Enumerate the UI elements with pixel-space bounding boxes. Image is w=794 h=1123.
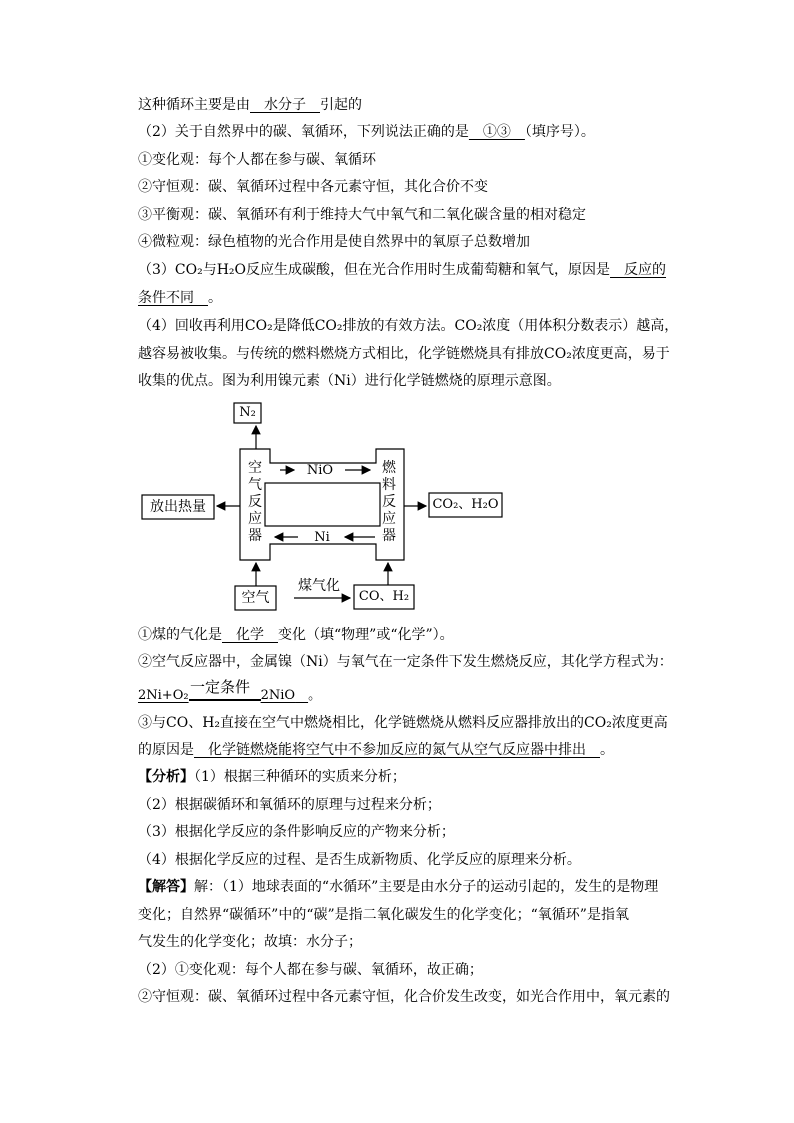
line-1 xyxy=(138,96,362,114)
line-8 xyxy=(138,289,222,307)
line-24: （2）①变化观：每个人都在参与碳、氧循环，故正确； xyxy=(138,962,483,978)
answer-blank: ①③ xyxy=(468,124,525,140)
line-12 xyxy=(138,626,454,644)
line-21 xyxy=(138,878,658,896)
answer-blank: 水分子 xyxy=(250,97,320,113)
line-5: ③平衡观：碳、氧循环有利于维持大气中氧气和二氧化碳含量的相对稳定 xyxy=(138,207,586,223)
answer-blank: 化学 xyxy=(222,627,278,643)
text: 变化（填“物理”或“化学”）。 xyxy=(278,627,454,643)
line-2 xyxy=(138,123,595,141)
text: （2）关于自然界中的碳、氧循环，下列说法正确的是 xyxy=(138,124,469,140)
line-17 xyxy=(138,768,406,786)
chemical-looping-diagram xyxy=(130,396,530,616)
equation-right: 2NiO xyxy=(260,688,296,703)
text: 引起的 xyxy=(320,97,362,113)
answer-blank: 化学链燃烧能将空气中不参加反应的氮气从空气反应器中排出 xyxy=(194,742,600,758)
line-19: （3）根据化学反应的条件影响反应的产物来分析； xyxy=(138,824,455,840)
text: 这种循环主要是由 xyxy=(138,97,250,113)
line-13: ②空气反应器中，金属镍（Ni）与氧气在一定条件下发生燃烧反应，其化学方程式为： xyxy=(138,654,673,670)
reactor-inner xyxy=(265,483,380,526)
fuel-label: CO、H₂ xyxy=(358,589,410,604)
line-20: （4）根据化学反应的过程、是否生成新物质、化学反应的原理来分析。 xyxy=(138,852,581,868)
answer-blank: 反应的 xyxy=(610,262,667,278)
chemical-equation xyxy=(138,676,538,706)
text: 的原因是 xyxy=(138,742,194,758)
line-11: 收集的优点。图为利用镍元素（Ni）进行化学链燃烧的原理示意图。 xyxy=(138,373,561,389)
text: （1）根据三种循环的实质来分析； xyxy=(194,769,406,785)
text: （填序号）。 xyxy=(524,124,595,140)
products-label: CO₂、H₂O xyxy=(432,497,499,512)
fuel-reactor-label: 燃料反应器 xyxy=(382,460,396,544)
line-4: ②守恒观：碳、氧循环过程中各元素守恒，其化合价不变 xyxy=(138,179,488,195)
line-25: ②守恒观：碳、氧循环过程中各元素守恒，化合价发生改变，如光合作用中，氧元素的 xyxy=(138,989,670,1005)
analysis-tag: 【分析】 xyxy=(138,769,194,785)
line-23: 气发生的化学变化；故填：水分子； xyxy=(138,934,362,950)
heat-label: 放出热量 xyxy=(150,499,206,515)
ni-label: Ni xyxy=(314,530,330,545)
equation-end: 。 xyxy=(308,688,322,703)
line-10: 越容易被收集。与传统的燃料燃烧方式相比，化学链燃烧具有排放CO₂浓度更高，易于 xyxy=(138,346,670,362)
line-9: （4）回收再利用CO₂是降低CO₂排放的有效方法。CO₂浓度（用体积分数表示）越高， xyxy=(138,318,679,334)
line-22: 变化；自然界“碳循环”中的“碳”是指二氧化碳发生的化学变化；“氧循环”是指氧 xyxy=(138,907,629,923)
text: 解：（1）地球表面的“水循环”主要是由水分子的运动引起的，发生的是物理 xyxy=(194,879,659,895)
line-18: （2）根据碳循环和氧循环的原理与过程来分析； xyxy=(138,797,441,813)
text: （3）CO₂与H₂O反应生成碳酸，但在光合作用时生成葡萄糖和氧气，原因是 xyxy=(138,262,611,278)
blank-tail xyxy=(295,688,308,703)
answer-blank: 条件不同 xyxy=(138,290,208,306)
n2-label: N₂ xyxy=(239,405,256,420)
text: 。 xyxy=(208,290,222,306)
equals-sign xyxy=(189,691,261,701)
air-label: 空气 xyxy=(241,590,270,606)
line-6: ④微粒观：绿色植物的光合作用是使自然界中的氧原子总数增加 xyxy=(138,234,530,250)
equation-left: 2Ni+O₂ xyxy=(138,688,189,703)
nio-label: NiO xyxy=(306,463,334,478)
reaction-condition: 一定条件 xyxy=(190,678,251,696)
line-15: ③与CO、H₂直接在空气中燃烧相比，化学链燃烧从燃料反应器排放出的CO₂浓度更高 xyxy=(138,715,668,731)
line-3: ①变化观：每个人都在参与碳、氧循环 xyxy=(138,152,376,168)
line-16 xyxy=(138,741,614,759)
solution-tag: 【解答】 xyxy=(138,879,194,895)
air-reactor-label: 空气反应器 xyxy=(248,460,262,544)
gasification-label: 煤气化 xyxy=(298,578,340,594)
text: ①煤的气化是 xyxy=(138,627,222,643)
line-7 xyxy=(138,261,666,279)
text: 。 xyxy=(600,742,614,758)
